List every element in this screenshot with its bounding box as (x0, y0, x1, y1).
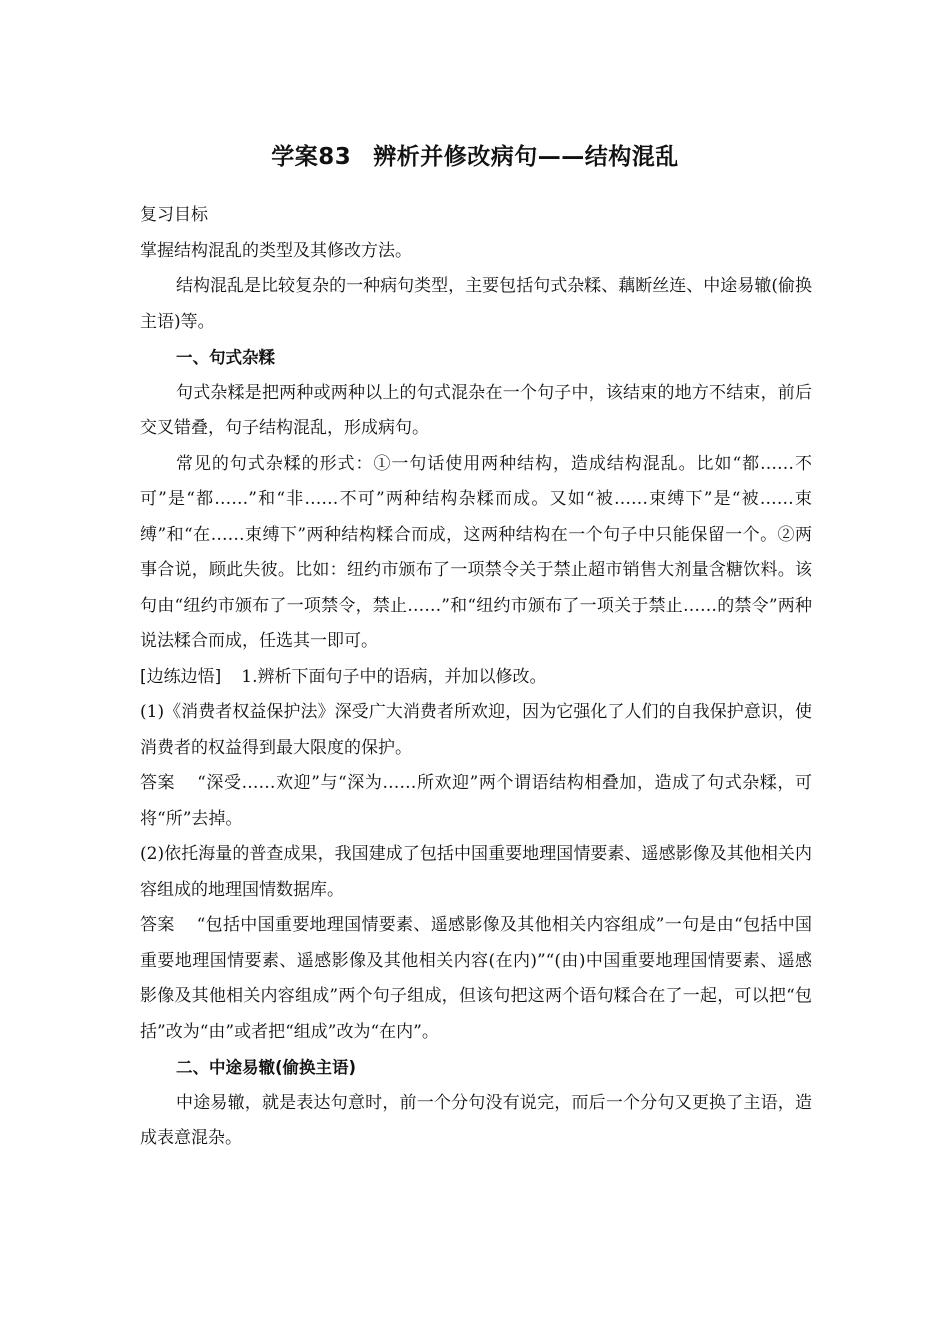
answer-2-text: “包括中国重要地理国情要素、遥感影像及其他相关内容组成”一句是由“包括中国重要地理国情要素、遥感影像及其他相关内容(在内)”“(由)中国重要地理国情要素、遥感影像及其他相关内容组成”两个句子组成，但该句把这两个语句糅合在了一起，可以把“包括”改为“由”或者把“组成”改为“在内”。 (140, 915, 813, 1042)
section1-paragraph2: 常见的句式杂糅的形式：①一句话使用两种结构，造成结构混乱。比如“都……不可”是“都……”和“非……不可”两种结构杂糅而成。又如“被……束缚下”是“被……束缚”和“在……束缚下”两种结构糅合而成，这两种结构在一个句子中只能保留一个。②两事合说，顾此失彼。比如：纽约市颁布了一项禁令关于禁止超市销售大剂量含糖饮料。该句由“纽约市颁布了一项禁令，禁止……”和“纽约市颁布了一项关于禁止……的禁令”两种说法糅合而成，任选其一即可。 (140, 453, 812, 651)
section2-paragraph1: 中途易辙，就是表达句意时，前一个分句没有说完，而后一个分句又更换了主语，造成表意混杂。 (140, 1092, 812, 1148)
exercise-prompt: 1.辨析下面句子中的语病，并加以修改。 (241, 666, 547, 687)
answer-2-label: 答案 (140, 915, 175, 935)
answer-1-text: “深受……欢迎”与“深为……所欢迎”两个谓语结构相叠加，造成了句式杂糅，可将“所”去掉。 (140, 773, 812, 829)
document-body (140, 198, 812, 1157)
section2-heading: 二、中途易辙(偷换主语) (176, 1058, 357, 1077)
section1-paragraph1: 句式杂糅是把两种或两种以上的句式混杂在一个句子中，该结束的地方不结束，前后交叉错叠，句子结构混乱，形成病句。 (140, 382, 812, 438)
page-title (0, 138, 950, 171)
question-2: (2)依托海量的普查成果，我国建成了包括中国重要地理国情要素、遥感影像及其他相关内容组成的地理国情数据库。 (140, 844, 812, 900)
answer-2 (140, 908, 812, 1050)
exercise-label: [边练边悟] (140, 666, 222, 687)
section1-heading: 一、句式杂糅 (176, 348, 275, 367)
title-main: 辨析并修改病句——结构混乱 (373, 144, 679, 170)
exercise-prompt-line (140, 660, 812, 696)
answer-1 (140, 766, 812, 837)
question-1: (1)《消费者权益保护法》深受广大消费者所欢迎，因为它强化了人们的自我保护意识，使消费者的权益得到最大限度的保护。 (140, 702, 812, 758)
review-goal: 掌握结构混乱的类型及其修改方法。 (140, 240, 412, 261)
review-heading: 复习目标 (140, 205, 208, 225)
title-prefix: 学案83 (271, 144, 352, 170)
answer-1-label: 答案 (140, 773, 176, 793)
intro-paragraph: 结构混乱是比较复杂的一种病句类型，主要包括句式杂糅、藕断丝连、中途易辙(偷换主语)等。 (140, 276, 812, 332)
